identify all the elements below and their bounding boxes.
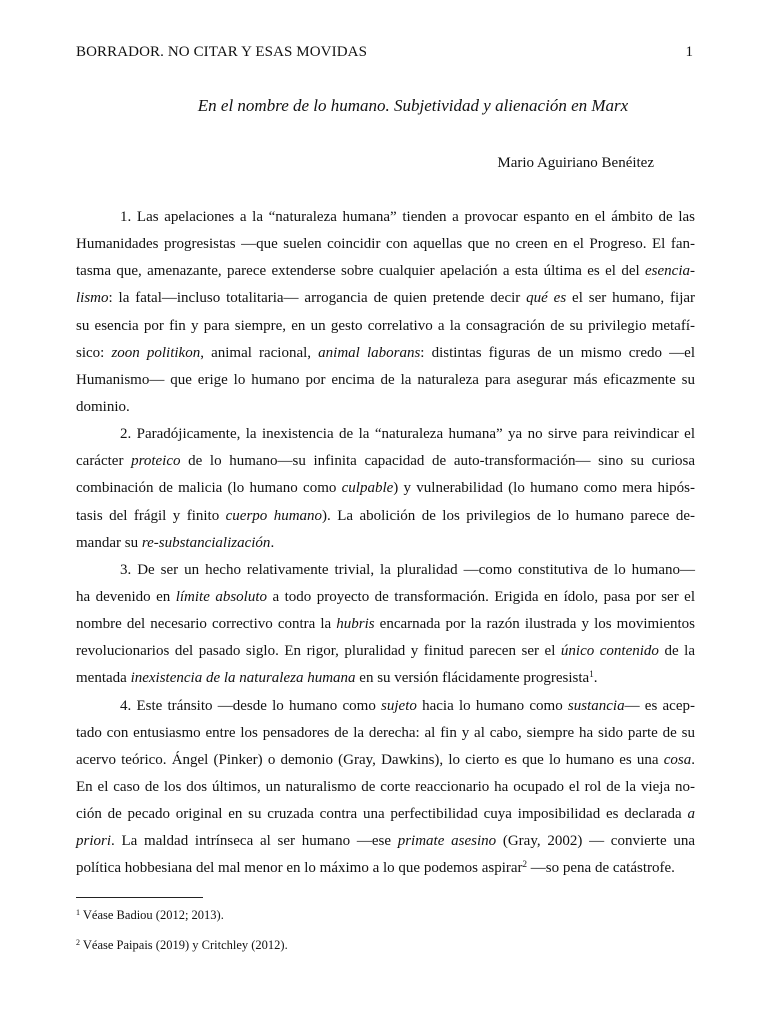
paragraph <box>76 693 695 883</box>
footnote-text: Véase Paipais (2019) y Critchley (2012). <box>80 938 288 952</box>
italic-text: hubris <box>336 616 375 633</box>
italic-text: esencia- <box>645 263 695 280</box>
text-run: . <box>691 751 695 768</box>
text-run: 2. Paradójicamente, la inexistencia de la “naturaleza humana” ya no sirve para reivindicar el <box>120 426 695 443</box>
text-run: sico: <box>76 344 112 361</box>
text-line <box>76 204 695 231</box>
text-run: política hobbesiana del mal menor en lo máximo a lo que podemos aspirar <box>76 860 523 877</box>
text-run: tasma que, amenazante, parece extenderse sobre cualquier apelación a esta última es el del <box>76 263 646 280</box>
text-line <box>76 340 695 367</box>
text-line <box>76 774 695 801</box>
text-run: 1. Las apelaciones a la “naturaleza humana” tienden a provocar espanto en el ámbito de las <box>120 209 695 225</box>
text-line <box>76 231 695 258</box>
text-line <box>76 855 695 882</box>
footnote-separator <box>76 897 203 898</box>
italic-text: cuerpo humano <box>225 507 323 524</box>
text-line <box>76 638 695 665</box>
text-line <box>76 448 695 475</box>
text-line <box>76 665 695 692</box>
text-run: el ser humano, fijar <box>566 290 696 307</box>
text-run: . <box>270 534 275 551</box>
italic-text: sujeto <box>381 697 417 714</box>
text-run: — es acep- <box>624 697 695 714</box>
text-line <box>76 258 695 285</box>
text-run: Humanidades progresistas —que suelen coincidir con aquellas que no creen en el Progreso. El fan- <box>76 236 695 253</box>
text-run: en su versión flácidamente progresista <box>355 670 590 687</box>
italic-text: a <box>687 806 695 823</box>
text-line <box>76 313 695 340</box>
running-header: BORRADOR. NO CITAR Y ESAS MOVIDAS <box>76 44 368 60</box>
footnote-ref: 1 <box>589 669 594 680</box>
text-run: acervo teórico. Ángel (Pinker) o demonio (Gray, Dawkins), lo cierto es que lo humano es una <box>76 751 664 768</box>
author-name: Mario Aguiriano Benéitez <box>497 155 654 171</box>
footnote-text: Véase Badiou (2012; 2013). <box>80 908 224 922</box>
page-number: 1 <box>685 44 693 60</box>
text-run: 3. De ser un hecho relativamente trivial, la pluralidad —como constitutiva de lo humano— <box>120 561 695 578</box>
text-run: tasis del frágil y finito <box>76 507 226 524</box>
italic-text: primate asesino <box>397 833 497 850</box>
text-run: mentada <box>76 670 131 687</box>
text-run: hacia lo humano como <box>416 697 568 714</box>
text-run: dominio. <box>76 398 130 415</box>
text-run: a todo proyecto de transformación. Erigida en ídolo, pasa por ser el <box>267 588 695 605</box>
italic-text: cosa <box>663 751 692 768</box>
footnote-mark: 2 <box>76 938 80 947</box>
text-run: (Gray, 2002) — convierte una <box>496 833 696 850</box>
text-run: mandar su <box>76 534 142 551</box>
text-line <box>76 557 695 584</box>
text-run: —so pena de catástrofe. <box>527 860 675 877</box>
document-title: En el nombre de lo humano. Subjetividad y alienación en Marx <box>197 96 629 115</box>
paragraph <box>76 204 695 421</box>
footnote-2 <box>76 938 288 953</box>
footnote-1 <box>76 908 224 923</box>
text-line <box>76 503 695 530</box>
text-run: tado con entusiasmo entre los pensadores de la derecha: al fin y al cabo, siempre ha sido parte de su <box>76 724 695 741</box>
text-run: revolucionarios del pasado siglo. En rigor, pluralidad y finitud parecen ser el <box>76 643 561 660</box>
text-run: carácter <box>76 453 132 470</box>
text-line <box>76 421 695 448</box>
text-run: . La maldad intrínseca al ser humano —ese <box>111 833 398 850</box>
italic-text: zoon politikon <box>111 344 201 361</box>
text-line <box>76 475 695 502</box>
text-line <box>76 693 695 720</box>
text-line <box>76 530 695 557</box>
italic-text: inexistencia de la naturaleza humana <box>130 670 356 687</box>
text-run: . <box>593 670 598 687</box>
text-line <box>76 720 695 747</box>
italic-text: proteico <box>131 453 181 470</box>
italic-text: lismo <box>76 290 109 307</box>
italic-text: priori <box>76 833 112 850</box>
text-run: combinación de malicia (lo humano como <box>76 480 342 497</box>
text-line <box>76 285 695 312</box>
text-run: ha devenido en <box>76 588 176 605</box>
body-text <box>76 204 695 883</box>
italic-text: único contenido <box>560 643 659 660</box>
text-run: ción de pecado original en su cruzada contra una perfectibilidad cuya imposibilidad es declarada <box>76 806 688 823</box>
text-run: de lo humano—su infinita capacidad de auto-transformación— sino su curiosa <box>180 453 695 470</box>
text-run: , animal racional, <box>200 344 319 361</box>
text-run: su esencia por fin y para siempre, en un gesto correlativo a la consagración de su privilegio metafí- <box>76 317 695 334</box>
footnote-ref: 2 <box>522 859 528 870</box>
text-line <box>76 828 695 855</box>
text-line <box>76 747 695 774</box>
text-line <box>76 611 695 638</box>
text-run: En el caso de los dos últimos, un naturalismo de corte reaccionario ha ocupado el rol de la vieja no- <box>76 778 695 795</box>
text-run: ) y vulnerabilidad (lo humano como mera hipós- <box>393 480 695 497</box>
text-run: nombre del necesario correctivo contra la <box>76 616 337 633</box>
text-run: : distintas figuras de un mismo credo —el <box>420 344 695 361</box>
italic-text: culpable <box>341 480 394 497</box>
text-run: : la fatal—incluso totalitaria— arrogancia de quien pretende decir <box>108 290 527 307</box>
footnote-mark: 1 <box>76 908 80 917</box>
text-run: 4. Este tránsito —desde lo humano como <box>120 697 382 714</box>
italic-text: re-substancialización <box>141 534 271 551</box>
text-run: encarnada por la razón ilustrada y los movimientos <box>374 616 695 633</box>
italic-text: qué es <box>526 290 567 307</box>
text-run: ). La abolición de los privilegios de lo humano parece de- <box>322 507 695 524</box>
paragraph <box>76 421 695 557</box>
paragraph <box>76 557 695 693</box>
text-line <box>76 394 695 421</box>
italic-text: animal laborans <box>318 344 421 361</box>
text-line <box>76 801 695 828</box>
text-line <box>76 367 695 394</box>
text-run: Humanismo— que erige lo humano por encima de la naturaleza para asegurar más eficazmente su <box>76 371 695 388</box>
italic-text: sustancia <box>567 697 625 714</box>
italic-text: límite absoluto <box>175 588 268 605</box>
text-line <box>76 584 695 611</box>
text-run: de la <box>658 643 695 660</box>
